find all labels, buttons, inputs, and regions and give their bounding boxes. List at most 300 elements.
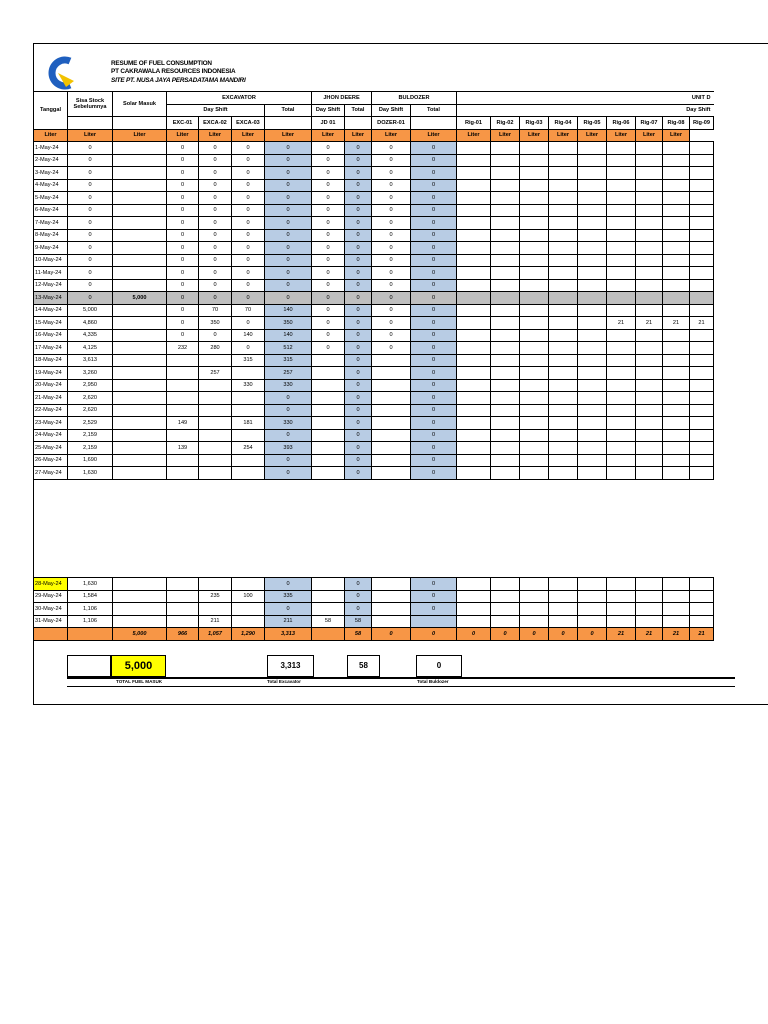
- value-cell: [520, 242, 549, 255]
- value-cell: [232, 603, 265, 616]
- unit-row: [34, 129, 714, 142]
- value-cell: 0: [265, 454, 312, 467]
- total-cell: 0: [491, 628, 520, 641]
- value-cell: [663, 404, 690, 417]
- group-buldozer: BULDOZER: [372, 92, 457, 105]
- value-cell: [520, 279, 549, 292]
- date-cell: 17-May-24: [34, 342, 68, 355]
- value-cell: 0: [372, 254, 411, 267]
- value-cell: 0: [411, 242, 457, 255]
- summary-fuel-in: 5,000: [111, 655, 166, 677]
- value-cell: [520, 154, 549, 167]
- value-cell: [663, 304, 690, 317]
- value-cell: 0: [68, 267, 113, 280]
- value-cell: 0: [345, 279, 372, 292]
- value-cell: 0: [411, 467, 457, 480]
- value-cell: 512: [265, 342, 312, 355]
- value-cell: [491, 417, 520, 430]
- value-cell: [690, 442, 714, 455]
- unit-cell: Liter: [636, 129, 663, 142]
- table-row: [34, 179, 714, 192]
- value-cell: [113, 167, 167, 180]
- total-cell: 0: [457, 628, 491, 641]
- value-cell: [636, 229, 663, 242]
- value-cell: 0: [199, 267, 232, 280]
- value-cell: [607, 279, 636, 292]
- value-cell: 0: [232, 279, 265, 292]
- value-cell: 0: [312, 304, 345, 317]
- value-cell: [113, 329, 167, 342]
- value-cell: 181: [232, 417, 265, 430]
- value-cell: 0: [345, 590, 372, 603]
- date-cell: 6-May-24: [34, 204, 68, 217]
- value-cell: 0: [265, 279, 312, 292]
- value-cell: [457, 442, 491, 455]
- value-cell: [607, 429, 636, 442]
- value-cell: [491, 204, 520, 217]
- value-cell: [491, 342, 520, 355]
- value-cell: [636, 342, 663, 355]
- date-cell: 9-May-24: [34, 242, 68, 255]
- value-cell: [636, 267, 663, 280]
- value-cell: [312, 442, 345, 455]
- value-cell: [113, 467, 167, 480]
- value-cell: 21: [663, 317, 690, 330]
- table-row: [34, 342, 714, 355]
- value-cell: [690, 454, 714, 467]
- date-cell: 18-May-24: [34, 354, 68, 367]
- value-cell: 2,529: [68, 417, 113, 430]
- value-cell: 0: [232, 254, 265, 267]
- value-cell: [578, 229, 607, 242]
- value-cell: [690, 179, 714, 192]
- value-cell: 0: [345, 379, 372, 392]
- date-cell: 15-May-24: [34, 317, 68, 330]
- value-cell: [549, 354, 578, 367]
- value-cell: [491, 229, 520, 242]
- unit-cell: Liter: [520, 129, 549, 142]
- total-cell: 58: [345, 628, 372, 641]
- unit-cell: Liter: [265, 129, 312, 142]
- value-cell: 0: [232, 317, 265, 330]
- blank-head: [411, 117, 457, 130]
- value-cell: [167, 454, 199, 467]
- value-cell: [520, 454, 549, 467]
- value-cell: [690, 279, 714, 292]
- value-cell: 0: [265, 603, 312, 616]
- value-cell: [232, 429, 265, 442]
- value-cell: 0: [68, 242, 113, 255]
- value-cell: [113, 192, 167, 205]
- value-cell: 0: [372, 317, 411, 330]
- value-cell: 0: [199, 192, 232, 205]
- value-cell: 0: [232, 267, 265, 280]
- value-cell: [167, 467, 199, 480]
- date-cell: 30-May-24: [34, 603, 68, 616]
- value-cell: [457, 354, 491, 367]
- value-cell: [491, 578, 520, 591]
- value-cell: [491, 254, 520, 267]
- value-cell: 0: [199, 167, 232, 180]
- value-cell: [411, 615, 457, 628]
- value-cell: [491, 192, 520, 205]
- value-cell: [491, 392, 520, 405]
- value-cell: [690, 379, 714, 392]
- total-cell: 3,313: [265, 628, 312, 641]
- date-cell: 27-May-24: [34, 467, 68, 480]
- value-cell: 0: [372, 242, 411, 255]
- value-cell: [199, 454, 232, 467]
- value-cell: [578, 578, 607, 591]
- value-cell: 280: [199, 342, 232, 355]
- value-cell: [491, 154, 520, 167]
- value-cell: [690, 217, 714, 230]
- value-cell: [199, 379, 232, 392]
- value-cell: [690, 417, 714, 430]
- value-cell: [578, 379, 607, 392]
- date-cell: 5-May-24: [34, 192, 68, 205]
- value-cell: [549, 615, 578, 628]
- value-cell: [457, 279, 491, 292]
- value-cell: [636, 615, 663, 628]
- total-cell: 0: [520, 628, 549, 641]
- value-cell: 139: [167, 442, 199, 455]
- blank-head: [68, 117, 113, 130]
- value-cell: [578, 267, 607, 280]
- total-cell: 21: [607, 628, 636, 641]
- unit-cell: Liter: [491, 129, 520, 142]
- value-cell: [663, 167, 690, 180]
- value-cell: 1,584: [68, 590, 113, 603]
- table-row: [34, 304, 714, 317]
- value-cell: 0: [167, 267, 199, 280]
- value-cell: 0: [345, 242, 372, 255]
- value-cell: [690, 267, 714, 280]
- value-cell: 0: [68, 179, 113, 192]
- value-cell: 0: [68, 229, 113, 242]
- total-cell: 1,290: [232, 628, 265, 641]
- value-cell: [663, 354, 690, 367]
- value-cell: [578, 292, 607, 305]
- value-cell: [663, 603, 690, 616]
- value-cell: [199, 603, 232, 616]
- value-cell: [578, 603, 607, 616]
- value-cell: [690, 342, 714, 355]
- value-cell: [113, 254, 167, 267]
- value-cell: [520, 267, 549, 280]
- value-cell: [636, 217, 663, 230]
- value-cell: 0: [167, 279, 199, 292]
- value-cell: [607, 467, 636, 480]
- value-cell: [199, 578, 232, 591]
- value-cell: 0: [312, 329, 345, 342]
- unit-cell: Liter: [663, 129, 690, 142]
- value-cell: [491, 467, 520, 480]
- value-cell: 0: [232, 242, 265, 255]
- head-rig: Rig-06: [607, 117, 636, 130]
- value-cell: [636, 417, 663, 430]
- value-cell: [167, 429, 199, 442]
- value-cell: 0: [411, 279, 457, 292]
- value-cell: 0: [411, 603, 457, 616]
- value-cell: 0: [265, 292, 312, 305]
- date-cell: 1-May-24: [34, 142, 68, 155]
- value-cell: [520, 229, 549, 242]
- value-cell: [113, 603, 167, 616]
- date-cell: 21-May-24: [34, 392, 68, 405]
- value-cell: 0: [167, 292, 199, 305]
- value-cell: 0: [312, 254, 345, 267]
- value-cell: [520, 217, 549, 230]
- total-cell: 0: [411, 628, 457, 641]
- value-cell: [607, 204, 636, 217]
- head-rig: Rig-05: [578, 117, 607, 130]
- value-cell: 0: [232, 179, 265, 192]
- group-excavator: EXCAVATOR: [167, 92, 312, 105]
- value-cell: [167, 615, 199, 628]
- value-cell: [549, 217, 578, 230]
- unit-cell: Liter: [34, 129, 68, 142]
- value-cell: 0: [167, 179, 199, 192]
- value-cell: [372, 442, 411, 455]
- value-cell: [520, 429, 549, 442]
- date-cell: 29-May-24: [34, 590, 68, 603]
- head-rig: Rig-09: [690, 117, 714, 130]
- value-cell: [636, 304, 663, 317]
- blank-head: [113, 117, 167, 130]
- summary-bottom-line: [67, 686, 735, 687]
- value-cell: 0: [345, 292, 372, 305]
- value-cell: [578, 304, 607, 317]
- value-cell: 0: [199, 254, 232, 267]
- value-cell: [457, 404, 491, 417]
- value-cell: [372, 603, 411, 616]
- value-cell: 1,630: [68, 467, 113, 480]
- value-cell: [690, 392, 714, 405]
- value-cell: [457, 615, 491, 628]
- value-cell: 0: [345, 417, 372, 430]
- value-cell: 0: [265, 254, 312, 267]
- fuel-table-continued: [33, 577, 714, 641]
- value-cell: [636, 254, 663, 267]
- value-cell: [549, 192, 578, 205]
- value-cell: [520, 590, 549, 603]
- date-cell: 20-May-24: [34, 379, 68, 392]
- value-cell: 0: [411, 429, 457, 442]
- value-cell: [520, 603, 549, 616]
- value-cell: 0: [345, 454, 372, 467]
- table-row: [34, 317, 714, 330]
- value-cell: 0: [167, 204, 199, 217]
- value-cell: [372, 615, 411, 628]
- value-cell: [491, 267, 520, 280]
- value-cell: [372, 578, 411, 591]
- value-cell: [113, 354, 167, 367]
- value-cell: [578, 342, 607, 355]
- table-row: [34, 379, 714, 392]
- value-cell: 0: [345, 267, 372, 280]
- value-cell: [113, 242, 167, 255]
- value-cell: 0: [68, 167, 113, 180]
- value-cell: [312, 429, 345, 442]
- value-cell: [663, 204, 690, 217]
- value-cell: [549, 254, 578, 267]
- site-name: SITE PT. NUSA JAYA PERSADATAMA MANDIRI: [111, 76, 246, 84]
- value-cell: [636, 279, 663, 292]
- value-cell: 0: [372, 142, 411, 155]
- value-cell: [520, 179, 549, 192]
- value-cell: [663, 442, 690, 455]
- unit-cell: Liter: [68, 129, 113, 142]
- value-cell: [690, 229, 714, 242]
- date-cell: 10-May-24: [34, 254, 68, 267]
- table-row: [34, 154, 714, 167]
- value-cell: [491, 142, 520, 155]
- value-cell: [372, 392, 411, 405]
- value-cell: [457, 590, 491, 603]
- value-cell: 140: [265, 329, 312, 342]
- value-cell: 70: [199, 304, 232, 317]
- value-cell: 2,159: [68, 442, 113, 455]
- value-cell: [578, 142, 607, 155]
- value-cell: 0: [411, 204, 457, 217]
- value-cell: 0: [372, 154, 411, 167]
- value-cell: 0: [345, 154, 372, 167]
- value-cell: [199, 404, 232, 417]
- value-cell: [520, 317, 549, 330]
- value-cell: [607, 392, 636, 405]
- value-cell: [663, 292, 690, 305]
- value-cell: 0: [372, 229, 411, 242]
- value-cell: [607, 254, 636, 267]
- total-cell: 0: [372, 628, 411, 641]
- value-cell: [690, 404, 714, 417]
- value-cell: 0: [345, 342, 372, 355]
- value-cell: [636, 167, 663, 180]
- value-cell: 2,159: [68, 429, 113, 442]
- value-cell: [663, 615, 690, 628]
- value-cell: [636, 454, 663, 467]
- value-cell: [491, 429, 520, 442]
- value-cell: [113, 454, 167, 467]
- value-cell: [690, 142, 714, 155]
- value-cell: 0: [199, 204, 232, 217]
- value-cell: [663, 417, 690, 430]
- value-cell: 21: [607, 317, 636, 330]
- value-cell: 0: [411, 379, 457, 392]
- value-cell: 211: [199, 615, 232, 628]
- value-cell: [232, 578, 265, 591]
- value-cell: [457, 392, 491, 405]
- value-cell: [457, 192, 491, 205]
- value-cell: [312, 578, 345, 591]
- value-cell: [491, 442, 520, 455]
- value-cell: 0: [199, 179, 232, 192]
- value-cell: 0: [411, 142, 457, 155]
- value-cell: [312, 404, 345, 417]
- value-cell: 0: [232, 154, 265, 167]
- value-cell: [312, 417, 345, 430]
- value-cell: [457, 329, 491, 342]
- value-cell: [549, 417, 578, 430]
- value-cell: [549, 603, 578, 616]
- value-cell: [457, 367, 491, 380]
- value-cell: 232: [167, 342, 199, 355]
- value-cell: 0: [68, 142, 113, 155]
- head-exc01: EXC-01: [167, 117, 199, 130]
- value-cell: 0: [345, 442, 372, 455]
- value-cell: [457, 578, 491, 591]
- value-cell: [663, 392, 690, 405]
- value-cell: 393: [265, 442, 312, 455]
- value-cell: [690, 603, 714, 616]
- value-cell: 0: [68, 254, 113, 267]
- value-cell: 0: [232, 167, 265, 180]
- value-cell: 0: [372, 167, 411, 180]
- table-row: [34, 354, 714, 367]
- value-cell: [457, 304, 491, 317]
- value-cell: 0: [345, 317, 372, 330]
- value-cell: [636, 429, 663, 442]
- value-cell: [113, 590, 167, 603]
- value-cell: [636, 242, 663, 255]
- value-cell: [520, 417, 549, 430]
- value-cell: 0: [312, 267, 345, 280]
- value-cell: [636, 142, 663, 155]
- value-cell: [690, 254, 714, 267]
- value-cell: 350: [265, 317, 312, 330]
- value-cell: 0: [265, 404, 312, 417]
- value-cell: [457, 292, 491, 305]
- value-cell: [578, 254, 607, 267]
- value-cell: [549, 229, 578, 242]
- value-cell: 0: [411, 179, 457, 192]
- value-cell: [520, 379, 549, 392]
- value-cell: [578, 192, 607, 205]
- value-cell: 350: [199, 317, 232, 330]
- label-excavator: Total Excavator: [267, 679, 301, 684]
- value-cell: [520, 142, 549, 155]
- value-cell: [549, 167, 578, 180]
- value-cell: [113, 204, 167, 217]
- value-cell: 4,125: [68, 342, 113, 355]
- value-cell: 315: [232, 354, 265, 367]
- value-cell: [549, 392, 578, 405]
- value-cell: 0: [265, 229, 312, 242]
- value-cell: [167, 578, 199, 591]
- value-cell: [491, 242, 520, 255]
- value-cell: [607, 379, 636, 392]
- unit-cell: Liter: [549, 129, 578, 142]
- unit-cell: Liter: [167, 129, 199, 142]
- value-cell: 0: [312, 142, 345, 155]
- value-cell: 3,613: [68, 354, 113, 367]
- value-cell: 0: [199, 292, 232, 305]
- value-cell: [113, 392, 167, 405]
- head-rig: Rig-01: [457, 117, 491, 130]
- value-cell: 257: [199, 367, 232, 380]
- value-cell: [549, 367, 578, 380]
- value-cell: [167, 590, 199, 603]
- value-cell: [578, 392, 607, 405]
- value-cell: [113, 217, 167, 230]
- value-cell: 5,000: [113, 292, 167, 305]
- value-cell: [372, 404, 411, 417]
- value-cell: 0: [232, 229, 265, 242]
- value-cell: [232, 454, 265, 467]
- value-cell: [457, 267, 491, 280]
- value-cell: 70: [232, 304, 265, 317]
